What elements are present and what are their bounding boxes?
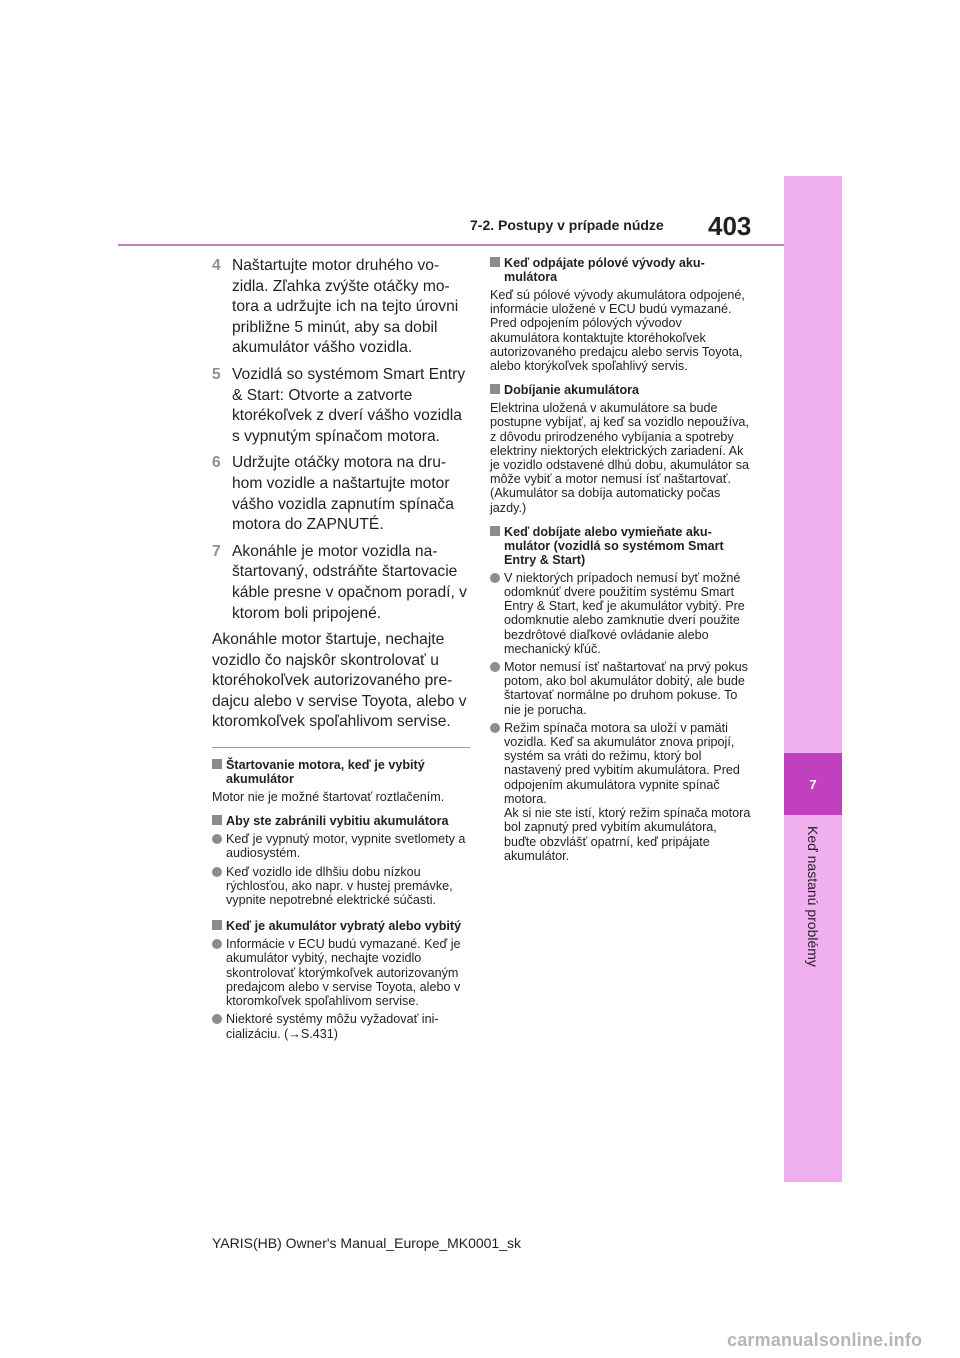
header-rule [118,244,784,246]
circle-bullet-icon [212,1014,222,1024]
step-number: 6 [212,454,221,472]
section-heading-text: Keď odpájate pólové vývody akumulátora [504,256,705,284]
right-column [490,256,752,867]
list-item-text: Motor nemusí ísť naštartovať na prvý pokus potom, ako bol akumulátor dobitý, ale bude štartovať normálne po druhom pokuse. To nie je porucha. [504,660,748,717]
section-text: Keď sú pólové vývody akumulátora odpojené, informácie uložené v ECU budú vymazané. Pred odpojením pólových vývodov akumulátora kontaktujte ktoréhokoľvek autorizovaného predajcu alebo servis Toyota, alebo ktorýkoľvek spoľahlivý servis. [490,288,745,374]
circle-bullet-icon [490,573,500,583]
left-column [212,256,470,1045]
circle-bullet-icon [490,662,500,672]
closing-paragraph: Akonáhle motor štartuje, nechajte vozidlo čo najskôr skontrolovať u ktoréhokoľvek autorizovaného predajcu alebo v servise Toyota, alebo v ktoromkoľvek spoľahlivom servise. [212,631,467,731]
step-number: 5 [212,365,221,383]
section-heading [490,525,752,567]
section-heading [212,758,470,786]
step-text: Akonáhle je motor vozidla naštartovaný, odstráňte štartovacie káble presne v opačnom poradí, v ktorom boli pripojené. [232,542,467,622]
list-item-text: Informácie v ECU budú vymazané. Keď je akumulátor vybitý, nechajte vozidlo skontrolovať ktorýmkoľvek autorizovaným predajcom alebo v servise Toyota, alebo v ktoromkoľvek spoľahlivom servise. [226,937,461,1009]
section-title: 7-2. Postupy v prípade núdze [470,217,664,233]
step-text: Vozidlá so systémom Smart Entry & Start: Otvorte a zatvorte ktorékoľvek z dverí vášho vozidla s vypnutým spínačom motora. [232,365,466,445]
step-4 [212,256,470,359]
list-item [212,865,470,908]
square-bullet-icon [490,526,500,536]
section-heading [212,814,470,828]
watermark: carmanualsonline.info [727,1330,923,1350]
square-bullet-icon [212,759,222,769]
chapter-side-tab [784,176,842,1182]
circle-bullet-icon [212,867,222,877]
list-item [490,660,752,717]
list-item-text: Niektoré systémy môžu vyžadovať inicializáciu. (→S.431) [226,1012,439,1041]
square-bullet-icon [490,384,500,394]
list-item [490,571,752,656]
square-bullet-icon [490,257,500,267]
list-item-text: Keď je vypnutý motor, vypnite svetlomety a audiosystém. [226,832,466,861]
section-heading [490,256,752,284]
list-item [212,1012,470,1040]
step-6 [212,453,470,535]
section-divider [212,747,470,748]
step-number: 7 [212,542,221,560]
list-item [212,832,470,860]
circle-bullet-icon [490,723,500,733]
section-heading-text: Štartovanie motora, keď je vybitý akumulátor [226,758,425,787]
circle-bullet-icon [212,939,222,949]
section-heading [490,383,752,397]
square-bullet-icon [212,815,222,825]
step-5 [212,365,470,447]
page-number: 403 [708,211,752,241]
section-heading-text: Dobíjanie akumulátora [504,383,640,398]
section-heading [212,919,470,933]
list-item [490,721,752,863]
section-text: Motor nie je možné štartovať roztlačením. [212,790,445,805]
square-bullet-icon [212,920,222,930]
chapter-number-box [784,753,842,815]
list-item-text: Keď vozidlo ide dlhšiu dobu nízkou rýchlosťou, ako napr. v hustej premávke, vypnite nepotrebné elektrické súčasti. [226,864,453,908]
list-item-text: Režim spínača motora sa uloží v pamäti vozidla. Keď sa akumulátor znova pripojí, systém sa vráti do režimu, ktorý bol nastavený pred vybitím akumulátora. Pred odpojením akumulátora vypnite spínač motora. Ak si nie ste istí, ktorý režim spínača motora bol zapnutý pred vybitím akumulátora, buďte obzvlášť opatrní, keď pripájate akumulátor. [504,720,751,863]
step-text: Udržujte otáčky motora na druhom vozidle a naštartujte motor vášho vozidla zapnutím spínača motora do ZAPNUTÉ. [232,454,454,534]
section-text: Elektrina uložená v akumulátore sa bude postupne vybíjať, aj keď sa vozidlo nepoužíva, z dôvodu prirodzeného vybíjania a spotreby elektriny niektorých elektrických zariadení. Ak je vozidlo odstavené dlhú dobu, akumulátor sa môže vybiť a motor nemusí ísť naštartovať. (Akumulátor sa dobíja automaticky počas jazdy.) [490,401,750,515]
section-heading-text: Aby ste zabránili vybitiu akumulátora [226,814,449,829]
spacer [212,911,470,919]
page-footer: YARIS(HB) Owner's Manual_Europe_MK0001_sk [212,1235,521,1251]
list-item-text: V niektorých prípadoch nemusí byť možné odomknúť dvere použitím systému Smart Entry & Start, keď je akumulátor vybitý. Pre odomknutie alebo zamknutie dverí použite bezdrôtové diaľkové ovládanie alebo mechanický kľúč. [504,570,745,656]
step-text: Naštartujte motor druhého vozidla. Zľahka zvýšte otáčky motora a udržujte ich na tejto úrovni približne 5 minút, aby sa dobil akumulátor vášho vozidla. [232,257,459,357]
circle-bullet-icon [212,834,222,844]
chapter-number: 7 [809,776,817,792]
step-7 [212,542,470,624]
chapter-title: Keď nastanú problémy [805,826,821,967]
list-item [212,937,470,1008]
section-heading-text: Keď dobíjate alebo vymieňate akumulátor (vozidlá so systémom Smart Entry & Start) [504,524,724,567]
section-heading-text: Keď je akumulátor vybratý alebo vybitý [226,919,462,934]
step-number: 4 [212,257,221,274]
